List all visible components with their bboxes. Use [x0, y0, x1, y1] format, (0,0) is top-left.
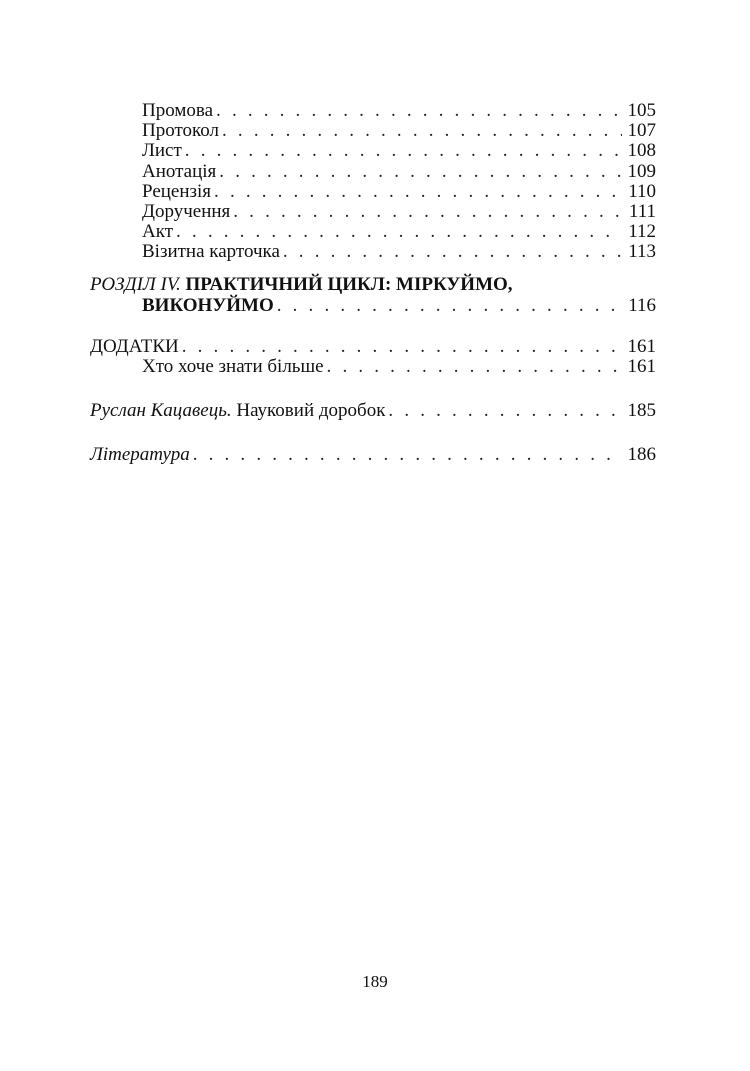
toc-entry [90, 445, 656, 465]
toc-entry-page: 116 [628, 294, 656, 316]
dot-leader [219, 162, 622, 182]
toc-entry-page: 111 [628, 200, 656, 222]
chapter-prefix: РОЗДІЛ IV. [90, 273, 181, 295]
toc-entry [90, 101, 656, 121]
dot-leader [185, 141, 622, 161]
dot-leader [193, 445, 622, 465]
dot-leader [222, 121, 622, 141]
toc-entry-page: 108 [627, 140, 656, 162]
author-work-title: Науковий доробок [236, 400, 386, 422]
table-of-contents [90, 101, 656, 465]
toc-entry [90, 296, 656, 316]
toc-entry-title: Протокол [142, 120, 220, 142]
toc-entry [90, 162, 656, 182]
toc-entry [90, 222, 656, 242]
toc-entry [90, 337, 656, 357]
toc-entry-page: 112 [628, 221, 656, 243]
toc-entry-title: Література [90, 444, 190, 466]
toc-entry-page: 113 [628, 241, 656, 263]
toc-entry-page: 161 [627, 355, 656, 377]
toc-entry [90, 242, 656, 262]
author-name: Руслан Кацавець. [90, 400, 232, 422]
dot-leader [182, 337, 622, 357]
toc-entry-page: 109 [627, 160, 656, 182]
toc-entry-page: 105 [627, 100, 656, 121]
toc-entry-title: Рецензія [142, 180, 212, 202]
toc-entry [90, 357, 656, 377]
toc-entry [90, 141, 656, 161]
dot-leader [277, 296, 622, 316]
toc-entry-page: 185 [627, 400, 656, 422]
toc-entry-title [90, 401, 385, 421]
toc-entry [90, 182, 656, 202]
toc-entry-title: Акт [142, 221, 174, 243]
toc-entry-page: 107 [627, 120, 656, 142]
toc-entry-title: Анотація [142, 160, 217, 182]
toc-entry-title: Промова [142, 100, 214, 121]
toc-entry-page: 161 [627, 335, 656, 357]
dot-leader [388, 401, 622, 421]
toc-entry-title: Візитна карточка [142, 241, 280, 263]
dot-leader [233, 202, 622, 222]
dot-leader [176, 222, 622, 242]
chapter-title-line2: ВИКОНУЙМО [142, 294, 274, 316]
toc-entry-title: Доручення [142, 200, 231, 222]
dot-leader [214, 182, 622, 202]
toc-entry [90, 121, 656, 141]
toc-entry [90, 202, 656, 222]
toc-entry-title: ДОДАТКИ [90, 335, 179, 357]
page-number: 189 [362, 972, 388, 991]
toc-entry-title: Хто хоче знати більше [142, 355, 324, 377]
toc-entry-title: Лист [142, 140, 182, 162]
toc-entry-page: 186 [627, 444, 656, 466]
toc-entry [90, 401, 656, 421]
dot-leader [216, 101, 622, 121]
toc-entry-page: 110 [628, 180, 656, 202]
dot-leader [283, 242, 622, 262]
chapter-title-line1: ПРАКТИЧНИЙ ЦИКЛ: МІРКУЙМО, [185, 273, 513, 295]
chapter-heading [90, 274, 656, 296]
dot-leader [327, 357, 622, 377]
